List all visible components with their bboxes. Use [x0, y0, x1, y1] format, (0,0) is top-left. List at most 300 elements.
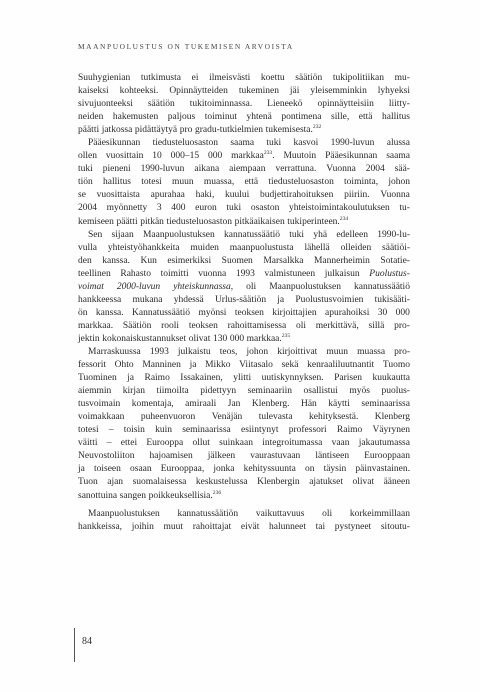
word: osaston: [250, 203, 280, 214]
word: lähellä: [304, 242, 330, 253]
text-line: [78, 437, 410, 450]
text-line: [78, 137, 410, 150]
word: Maanpuolustuksen: [269, 281, 341, 292]
word: tutkimusta: [140, 73, 181, 83]
word: 1993: [235, 268, 255, 279]
word: Sotatie-: [380, 255, 410, 266]
word: 1990-luvun: [140, 164, 185, 175]
word: säätiön: [147, 99, 175, 110]
word: oli: [322, 508, 333, 519]
word: aiempaan: [229, 164, 266, 175]
word: pro-: [394, 346, 410, 357]
word: että: [358, 112, 373, 123]
word: että: [244, 177, 259, 188]
word: kokonaiskustannukset: [102, 333, 187, 344]
word: jatkossa: [101, 125, 133, 136]
word: tu-: [399, 203, 410, 214]
word: Opinnäytteiden: [169, 86, 228, 97]
word: jakautumassa: [358, 438, 410, 449]
word: ja: [189, 360, 197, 371]
running-header: MAANPUOLUSTUS ON TUKEMISEN ARVOISTA: [78, 42, 294, 51]
word: tukipolitiikan: [332, 73, 385, 83]
footnote-ref[interactable]: 235: [281, 332, 291, 339]
word: kirjoittajien: [272, 307, 317, 318]
word: vaan: [331, 438, 350, 449]
text-line: [78, 463, 410, 476]
word: seminaarissa: [182, 425, 231, 436]
text-line: [78, 268, 410, 281]
word: säätiön: [295, 73, 323, 83]
word: tuki: [226, 203, 242, 214]
word: teellinen: [78, 268, 111, 279]
word: se: [78, 190, 86, 201]
word: julkaisun: [324, 268, 360, 279]
word: ollen: [78, 151, 97, 162]
word: yhä: [313, 229, 328, 240]
text-line: [78, 490, 410, 503]
word: ja: [127, 373, 135, 384]
word: käytti: [328, 399, 350, 410]
word: johon: [246, 346, 269, 357]
word: Tuomo: [382, 360, 410, 371]
word: Klenberg.: [251, 399, 290, 410]
word: paljous: [167, 112, 196, 123]
word: tuki: [78, 164, 93, 175]
page-number-rule: [74, 628, 75, 662]
word: ja: [78, 464, 85, 475]
word: tiimoilta: [156, 386, 189, 397]
word: opinnäytteisiin: [317, 99, 374, 110]
word: hajoamisen: [149, 451, 193, 462]
word: tukeminen: [238, 86, 279, 97]
text-line: [78, 189, 410, 202]
word: yhteistoimintakoulutuksen: [288, 203, 390, 214]
word: uutiskynnyksen.: [261, 373, 324, 384]
word: yhteiskunnassa,: [173, 281, 234, 292]
word: tuki: [266, 138, 282, 149]
word: Rahasto: [120, 268, 151, 279]
word: Maanpuolustuksen: [88, 508, 160, 519]
word: tiön: [78, 177, 93, 188]
word: pro-: [394, 320, 410, 331]
word: vuonna: [198, 268, 227, 279]
word: Pääesikunnan: [88, 138, 141, 149]
word: haki,: [195, 190, 215, 201]
word: sää-: [394, 164, 410, 175]
word: Lieneekö: [267, 99, 303, 110]
word: jektin: [78, 333, 100, 344]
word: 000: [207, 151, 223, 162]
footnote-ref[interactable]: 234: [339, 215, 349, 222]
word: hallitus: [103, 177, 131, 188]
word: –: [108, 425, 114, 436]
word: sijaan: [111, 229, 134, 240]
word: apurahoiksi: [325, 307, 370, 318]
text-line: [78, 124, 410, 137]
footnote-ref[interactable]: 236: [212, 489, 222, 496]
word: ajatukset: [309, 477, 343, 488]
word: suomalaisessa: [132, 477, 187, 488]
word: 30: [377, 307, 388, 318]
word: Eurooppaan: [364, 451, 410, 462]
word: hallitus: [382, 112, 410, 123]
word: Suomen: [221, 255, 253, 266]
word: Klenberg: [374, 412, 410, 423]
word: kehityssuunta: [243, 464, 296, 475]
text-line: [78, 85, 410, 98]
word: Klenbergin: [257, 477, 300, 488]
word: joihin: [131, 521, 154, 532]
word: Vuonna: [326, 164, 356, 175]
word: oli: [295, 320, 306, 331]
word: täysin: [323, 464, 347, 475]
word: voimat: [78, 281, 104, 292]
word: muut: [163, 521, 184, 532]
word: kanssa.: [102, 255, 130, 266]
word: Pääesikunnan: [325, 151, 378, 162]
word: merkittävä,: [315, 320, 359, 331]
word: sangen: [119, 490, 147, 501]
text-line: [78, 294, 410, 307]
text-line: [78, 398, 410, 411]
word: koettu: [260, 73, 285, 83]
word: teos,: [219, 346, 238, 357]
word: päätti: [78, 125, 100, 136]
word: yhtenä: [246, 112, 272, 123]
word: kirjoittivat: [277, 346, 318, 357]
word: Viitasalo: [239, 360, 273, 371]
text-line: [78, 281, 410, 294]
word: voimakkaan: [78, 412, 125, 423]
word: markkaa$^{233}$.: [231, 150, 275, 162]
word: puolus-: [381, 386, 410, 397]
word: tukiperinteen.$^{234}$: [287, 215, 349, 227]
word: Kannatussäätiö: [132, 307, 191, 318]
word: lyhyeksi: [377, 86, 410, 97]
word: Eurooppa: [146, 438, 184, 449]
word: pieneni: [102, 164, 131, 175]
word: markkaa.: [78, 320, 114, 331]
word: edelleen: [336, 229, 368, 240]
word: sivujuonteeksi: [78, 99, 133, 110]
word: hankkeessa: [78, 294, 122, 305]
word: myönsi: [198, 307, 227, 318]
word: pidettyyn: [200, 386, 237, 397]
word: Puolustusvoimien: [295, 294, 364, 305]
word: päinvastainen.: [355, 464, 410, 475]
word: Marraskuussa: [88, 346, 141, 357]
word: johon: [388, 177, 410, 188]
word: jälkeen: [207, 451, 236, 462]
word: 000: [229, 333, 245, 344]
word: kanssa.: [95, 307, 124, 318]
word: toisin: [123, 425, 145, 436]
word: 400: [171, 203, 186, 214]
word: esiintynyt: [241, 425, 279, 436]
word: korkeimmillaan: [349, 508, 410, 519]
word: toiminta,: [344, 177, 379, 188]
text-line: [78, 411, 410, 424]
word: tai: [315, 521, 326, 532]
word: apurahaa: [150, 190, 185, 201]
text-line: [78, 72, 410, 85]
word: 130: [212, 333, 228, 344]
footnote-ref[interactable]: 232: [312, 124, 322, 131]
word: eivät: [240, 521, 260, 532]
word: 2004: [78, 203, 97, 214]
word: pystyneet: [334, 521, 372, 532]
word: muassa: [357, 346, 386, 357]
text-line: [78, 176, 410, 189]
word: kaiseksi: [78, 86, 109, 97]
word: Marsalkka: [263, 255, 304, 266]
word: piiriin.: [344, 190, 370, 201]
word: ja: [277, 294, 285, 305]
word: keskustelussa: [195, 477, 248, 488]
text-line: [78, 307, 410, 320]
word: kirjan: [122, 386, 145, 397]
word: vulla: [78, 242, 97, 253]
word: kannatussäätiö: [224, 229, 280, 240]
word: vuosittain: [105, 151, 144, 162]
word: hankkeissa,: [78, 521, 123, 532]
word: pitkäaikaisen: [234, 216, 285, 227]
word: esimerkiksi: [167, 255, 212, 266]
word: totesi: [78, 425, 99, 436]
word: rooli: [161, 320, 180, 331]
word: aiemmin: [78, 386, 112, 397]
word: läntiseen: [315, 451, 350, 462]
word: kannatussäätiö: [354, 281, 410, 292]
word: teoksen: [188, 320, 218, 331]
word: integroitumassa: [262, 438, 323, 449]
word: amiraali: [185, 399, 217, 410]
text-line: [78, 202, 410, 215]
word: toiseen: [93, 464, 121, 475]
word: muun: [172, 177, 194, 188]
word: komentaja,: [131, 399, 174, 410]
word: tulevasta: [258, 412, 293, 423]
word: yhteistyöhankkeita: [107, 242, 180, 253]
word: Vuonna: [380, 190, 410, 201]
body-text: [78, 72, 410, 534]
word: Jan: [227, 399, 241, 410]
word: kannatussäätiön: [177, 508, 239, 519]
word: Kun: [140, 255, 157, 266]
word: 1990-lu-: [377, 229, 410, 240]
text-line: [78, 346, 410, 359]
word: julkaistu: [177, 346, 211, 357]
word: Manninen: [142, 360, 181, 371]
word: tiedusteluosaston: [268, 177, 334, 188]
word: pro: [179, 125, 193, 136]
word: 2000-luvun: [116, 281, 161, 292]
word: sitoutu-: [380, 521, 410, 532]
word: Eurooppaa,: [160, 464, 205, 475]
word: sekä: [281, 360, 299, 371]
word: tukemisesta.$^{232}$: [265, 124, 322, 136]
word: Säätiön: [122, 320, 152, 331]
word: vaikuttavuus: [255, 508, 305, 519]
word: Suuhygienian: [78, 73, 131, 83]
word: professori: [288, 425, 327, 436]
word: olivat: [188, 333, 211, 344]
word: sanottuina: [78, 490, 118, 501]
word: pitkän: [140, 216, 164, 227]
word: maanpuolustusta: [229, 242, 294, 253]
word: Maanpuolustuksen: [142, 229, 215, 240]
word: päätti: [116, 216, 138, 227]
word: kehityksestä.: [308, 412, 359, 423]
word: sillä: [368, 320, 385, 331]
word: vuosittaista: [96, 190, 140, 201]
word: rahoittajat: [192, 521, 232, 532]
text-line: [78, 359, 410, 372]
text-line: [78, 216, 410, 229]
word: Issakainen,: [180, 373, 223, 384]
word: tusvoimain: [78, 399, 121, 410]
page-number: 84: [82, 636, 92, 647]
word: verrattuna.: [275, 164, 317, 175]
footnote-ref[interactable]: 233: [263, 150, 273, 157]
word: Parisen: [334, 373, 363, 384]
word: yleisemminkin: [310, 86, 367, 97]
word: saama: [230, 138, 255, 149]
word: tiedusteluosaston: [166, 216, 232, 227]
word: euron: [195, 203, 217, 214]
word: alussa: [386, 138, 410, 149]
word: muiden: [190, 242, 219, 253]
word: yhdessä: [173, 294, 204, 305]
word: osaan: [130, 464, 152, 475]
word: 000: [395, 307, 410, 318]
word: Hän: [300, 399, 317, 410]
word: mukana: [132, 294, 163, 305]
word: rahoittamisessa: [227, 320, 287, 331]
word: jonka: [213, 464, 235, 475]
text-line: [78, 450, 410, 463]
text-line: [78, 372, 410, 385]
word: ollut: [192, 438, 210, 449]
word: tukisääti-: [374, 294, 410, 305]
word: den: [78, 255, 92, 266]
word: seminaarissa: [361, 399, 410, 410]
word: puheenvuoron: [140, 412, 196, 423]
word: ettei: [120, 438, 138, 449]
word: Tuominen: [78, 373, 117, 384]
word: ääneen: [383, 477, 410, 488]
word: tuki: [289, 229, 305, 240]
word: Mikko: [205, 360, 231, 371]
word: 10: [152, 151, 162, 162]
text-line: [78, 98, 410, 111]
word: Raimo: [336, 425, 363, 436]
word: muun: [326, 346, 349, 357]
word: kuului: [225, 190, 250, 201]
word: valmistuneen: [264, 268, 316, 279]
word: muassa,: [203, 177, 235, 188]
word: toimitti: [160, 268, 189, 279]
word: toiminut: [204, 112, 237, 123]
word: Tuon: [78, 477, 98, 488]
word: ilmeisvästi: [209, 73, 251, 83]
word: kenraaliluutnantit: [307, 360, 375, 371]
word: tukitoiminnassa.: [189, 99, 253, 110]
word: Venäjän: [211, 412, 243, 423]
word: tiedusteluosaston: [152, 138, 219, 149]
word: 1990-luvun: [330, 138, 375, 149]
word: ei: [191, 73, 199, 83]
word: teoksen: [234, 307, 264, 318]
word: Mannerheimin: [313, 255, 370, 266]
word: 2004: [365, 164, 385, 175]
word: mu-: [394, 73, 410, 83]
word: totesi: [141, 177, 162, 188]
word: on: [304, 464, 315, 475]
word: kemiseen: [78, 216, 114, 227]
text-line: [78, 320, 410, 333]
word: 1993: [149, 346, 169, 357]
word: markkaa.$^{235}$: [246, 332, 291, 344]
word: olleiden: [340, 242, 372, 253]
word: Puolustus-: [369, 268, 410, 279]
text-line: [78, 521, 410, 534]
word: 000–15: [170, 151, 200, 162]
word: seminaariin: [247, 386, 292, 397]
word: oli: [246, 281, 257, 292]
text-line: [78, 163, 410, 176]
word: säätiöi-: [382, 242, 410, 253]
word: poikkeuksellisia.$^{236}$: [148, 489, 222, 501]
word: kuukautta: [372, 373, 410, 384]
word: saama: [386, 151, 410, 162]
word: vaurastuvaan: [250, 451, 301, 462]
word: pontimena: [281, 112, 322, 123]
word: olivat: [352, 477, 375, 488]
word: Raimo: [144, 373, 170, 384]
word: kasvoi: [293, 138, 319, 149]
word: Sen: [88, 229, 103, 240]
text-line: [78, 150, 410, 163]
word: suinkaan: [219, 438, 253, 449]
word: Väyrynen: [372, 425, 410, 436]
word: myös: [349, 386, 370, 397]
word: pidättäytyä: [134, 125, 178, 136]
word: myönnetty: [106, 203, 148, 214]
word: fessorit: [78, 360, 106, 371]
word: 3: [156, 203, 162, 214]
text-line: [78, 229, 410, 242]
word: Ohto: [114, 360, 134, 371]
word: halunneet: [269, 521, 306, 532]
word: ön: [78, 307, 88, 318]
text-line: [78, 385, 410, 398]
word: sille,: [331, 112, 350, 123]
text-line: [78, 111, 410, 124]
word: väitti: [78, 438, 98, 449]
text-line: [78, 242, 410, 255]
word: aikana: [194, 164, 220, 175]
word: jäi: [289, 86, 300, 97]
text-line: [78, 476, 410, 489]
word: Urlus-säätiön: [214, 294, 267, 305]
word: gradu-tutkielmien: [194, 125, 264, 136]
word: osallistui: [303, 386, 338, 397]
word: –: [106, 438, 112, 449]
word: Muutoin: [283, 151, 317, 162]
word: budjettirahoituksen: [260, 190, 334, 201]
text-line: [78, 255, 410, 268]
